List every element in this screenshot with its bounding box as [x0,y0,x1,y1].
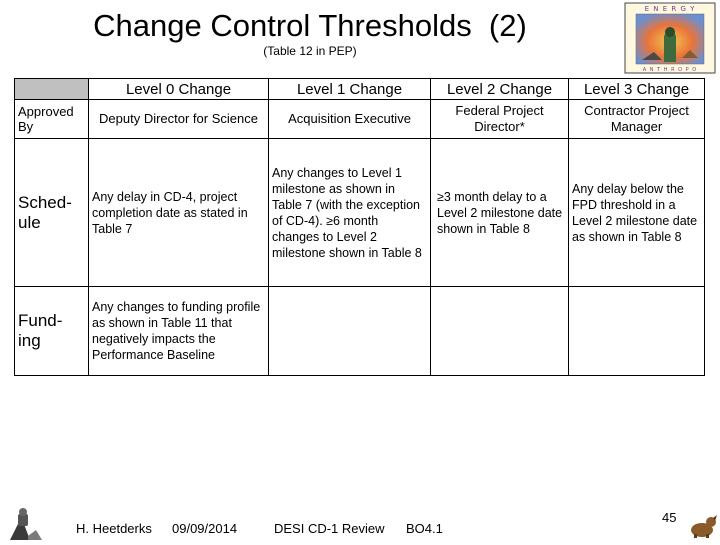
approver-level-3: Contractor Project Manager [569,100,705,139]
row-label-schedule: Sched-ule [15,139,89,287]
column-header-level-0: Level 0 Change [89,79,269,100]
telescope-icon [6,506,46,545]
change-control-table [14,78,705,376]
schedule-level-3: Any delay below the FPD threshold in a Level 2 milestone date as shown in Table 8 [569,139,705,287]
footer-review: DESI CD-1 Review [274,521,385,536]
logo-bottom-text: A N T H R O P O [642,67,698,73]
funding-level-1 [269,287,431,376]
footer-date: 09/09/2014 [172,521,238,536]
column-header-level-3: Level 3 Change [569,79,705,100]
page-number: 45 [662,510,677,525]
approver-level-0: Deputy Director for Science [89,100,269,139]
slide-subtitle: (Table 12 in PEP) [263,44,357,58]
schedule-row [15,139,705,287]
approver-level-1: Acquisition Executive [269,100,431,139]
row-label-funding: Fund-ing [15,287,89,376]
row-label-approved-by: Approved By [15,100,89,139]
approver-level-2: Federal Project Director* [431,100,569,139]
dog-mascot-icon [688,512,718,543]
table-header-row [15,79,705,100]
logo-top-text: E N E R G Y [644,5,696,13]
footer-code: BO4.1 [406,521,443,536]
funding-level-3 [569,287,705,376]
approved-by-row [15,100,705,139]
funding-level-2 [431,287,569,376]
funding-row [15,287,705,376]
schedule-level-0: Any delay in CD-4, project completion date as stated in Table 7 [89,139,269,287]
schedule-level-2: ≥3 month delay to a Level 2 milestone date shown in Table 8 [431,139,569,287]
schedule-level-1: Any changes to Level 1 milestone as shown in Table 7 (with the exception of CD-4). ≥6 month changes to Level 2 milestone shown in Table 8 [269,139,431,287]
corner-cell [15,79,89,100]
slide-title: Change Control Thresholds (2) [93,8,527,43]
column-header-level-1: Level 1 Change [269,79,431,100]
footer-author: H. Heetderks [76,521,152,536]
energy-logo [624,2,716,74]
funding-level-0: Any changes to funding profile as shown in Table 11 that negatively impacts the Performance Baseline [89,287,269,376]
column-header-level-2: Level 2 Change [431,79,569,100]
